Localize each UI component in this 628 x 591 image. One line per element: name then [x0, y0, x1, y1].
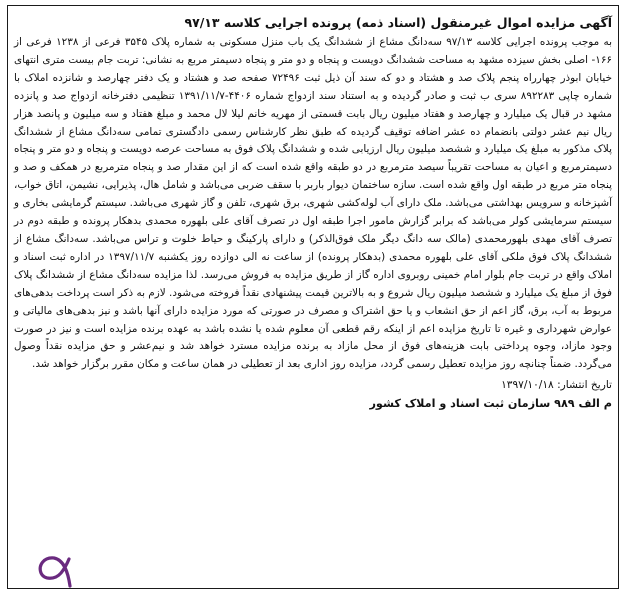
auction-notice	[14, 12, 612, 413]
publication-date: تاریخ انتشار: ۱۳۹۷/۱۰/۱۸	[501, 379, 612, 392]
notice-signature: م الف ۹۸۹ سازمان ثبت اسناد و املاک کشور	[369, 397, 612, 411]
notice-title: آگهی مزایده اموال غیرمنقول (اسناد ذمه) پرونده اجرایی کلاسه ۹۷/۱۳	[184, 15, 612, 30]
handwritten-number-mark	[28, 548, 88, 591]
notice-frame	[7, 5, 619, 589]
notice-body: به موجب پرونده اجرایی کلاسه ۹۷/۱۳ سه‌دانگ مشاع از ششدانگ یک باب منزل مسکونی به شماره پلاک ۳۵۴۵ فرعی از ۱۲۳۸ فرعی از ۱۶۶- اصلی بخش سیزده مشهد به مساحت ششدانگ دویست و پنجاه و دو متر و پنجاه دسیمتر مربع به نشانی: تربت جام بیست متری انتهای خیابان ابوذر چهارراه پنجم پلاک صد و هشتاد و دو که سند آن ذیل ثبت ۷۲۴۹۶ صفحه صد و هشتاد و یک دفتر چهارصد و شانزده املاک با شماره چاپی ۸۹۲۲۸۳ سری ب ثبت و صادر گردیده و به استناد سند ازدواج شماره ۴۴۰۶-۱۳۹۱/۱۱/۷ تنظیمی دفترخانه ازدواج صد و پانزده مشهد در قبال یک میلیارد و چهارصد و هفتاد میلیون ریال بابت قسمتی از مهریه خانم لیلا لال محمد و مبلغ هفتاد و سه میلیون و پانصد هزار ریال نیم عشر دولتی بانضمام ده عشر اضافه توقیف گردیده که طبق نظر کارشناس رسمی دادگستری تمامی سه‌دانگ مشاع از ششدانگ پلاک مذکور به مبلغ یک میلیارد و ششصد میلیون ریال ارزیابی شده و ششدانگ پلاک فوق به مساحت عرصه دویست و پنجاه و دو متر و پنجاه دسیمترمربع و اعیان به مساحت تقریباً سیصد مترمربع در دو طبقه واقع شده است که از این مقدار صد و پنجاه مترمربع در همکف و صد و پنجاه متر مربع در طبقه اول واقع شده است. سازه ساختمان دیوار باربر با سقف ضربی می‌باشد و شامل هال، پذیرایی، نشیمن، اتاق خواب، آشپزخانه و سرویس بهداشتی می‌باشد. ملک دارای آب لوله‌کشی شهری، برق شهری، تلفن و گاز شهری می‌باشد. سیستم گرمایشی بخاری و سیستم سرمایشی کولر می‌باشد که برابر گزارش مامور اجرا طبقه اول در تصرف آقای علی بلهوره محمدی بدهکار پرونده و طبقه دوم در تصرف آقای مهدی بلهورمحمدی (مالک سه دانگ دیگر ملک فوق‌الذکر) و دارای پارکینگ و حیاط خلوت و تراس می‌باشد. سه‌دانگ مشاع از ششدانگ پلاک فوق ملکی آقای علی بلهوره محمدی (بدهکار پرونده) از ساعت نه الی دوازده روز یکشنبه ۱۳۹۷/۱۱/۷ در اداره ثبت اسناد و املاک واقع در تربت جام بلوار امام خمینی روبروی اداره گاز از طریق مزایده به فروش می‌رسد. لذا مزایده سه‌دانگ مشاع از ششدانگ پلاک فوق از مبلغ یک میلیارد و ششصد میلیون ریال شروع و به بالاترین قیمت پیشنهادی نقداً فروخته می‌شود. لازم به ذکر است پرداخت بدهی‌های مربوط به آب، برق، گاز اعم از حق انشعاب و یا حق اشتراک و مصرف در صورتی که مورد مزایده دارای آنها باشد و نیز بدهی‌های مالیاتی و عوارض شهرداری و غیره تا تاریخ مزایده اعم از اینکه رقم قطعی آن معلوم شده یا نشده باشد به عهده برنده مزایده است و نیز در صورت وجود مازاد، وجوه پرداختی بابت هزینه‌های فوق از محل مازاد به برنده مزایده مسترد خواهد شد و نیم‌عشر و حق مزایده نقداً وصول می‌گردد. ضمناً چنانچه روز مزایده تعطیل رسمی گردد، مزایده روز اداری بعد از تعطیلی در همان ساعت و مکان مقرر برگزار خواهد شد.	[14, 36, 613, 371]
handwritten-stroke	[40, 558, 70, 586]
